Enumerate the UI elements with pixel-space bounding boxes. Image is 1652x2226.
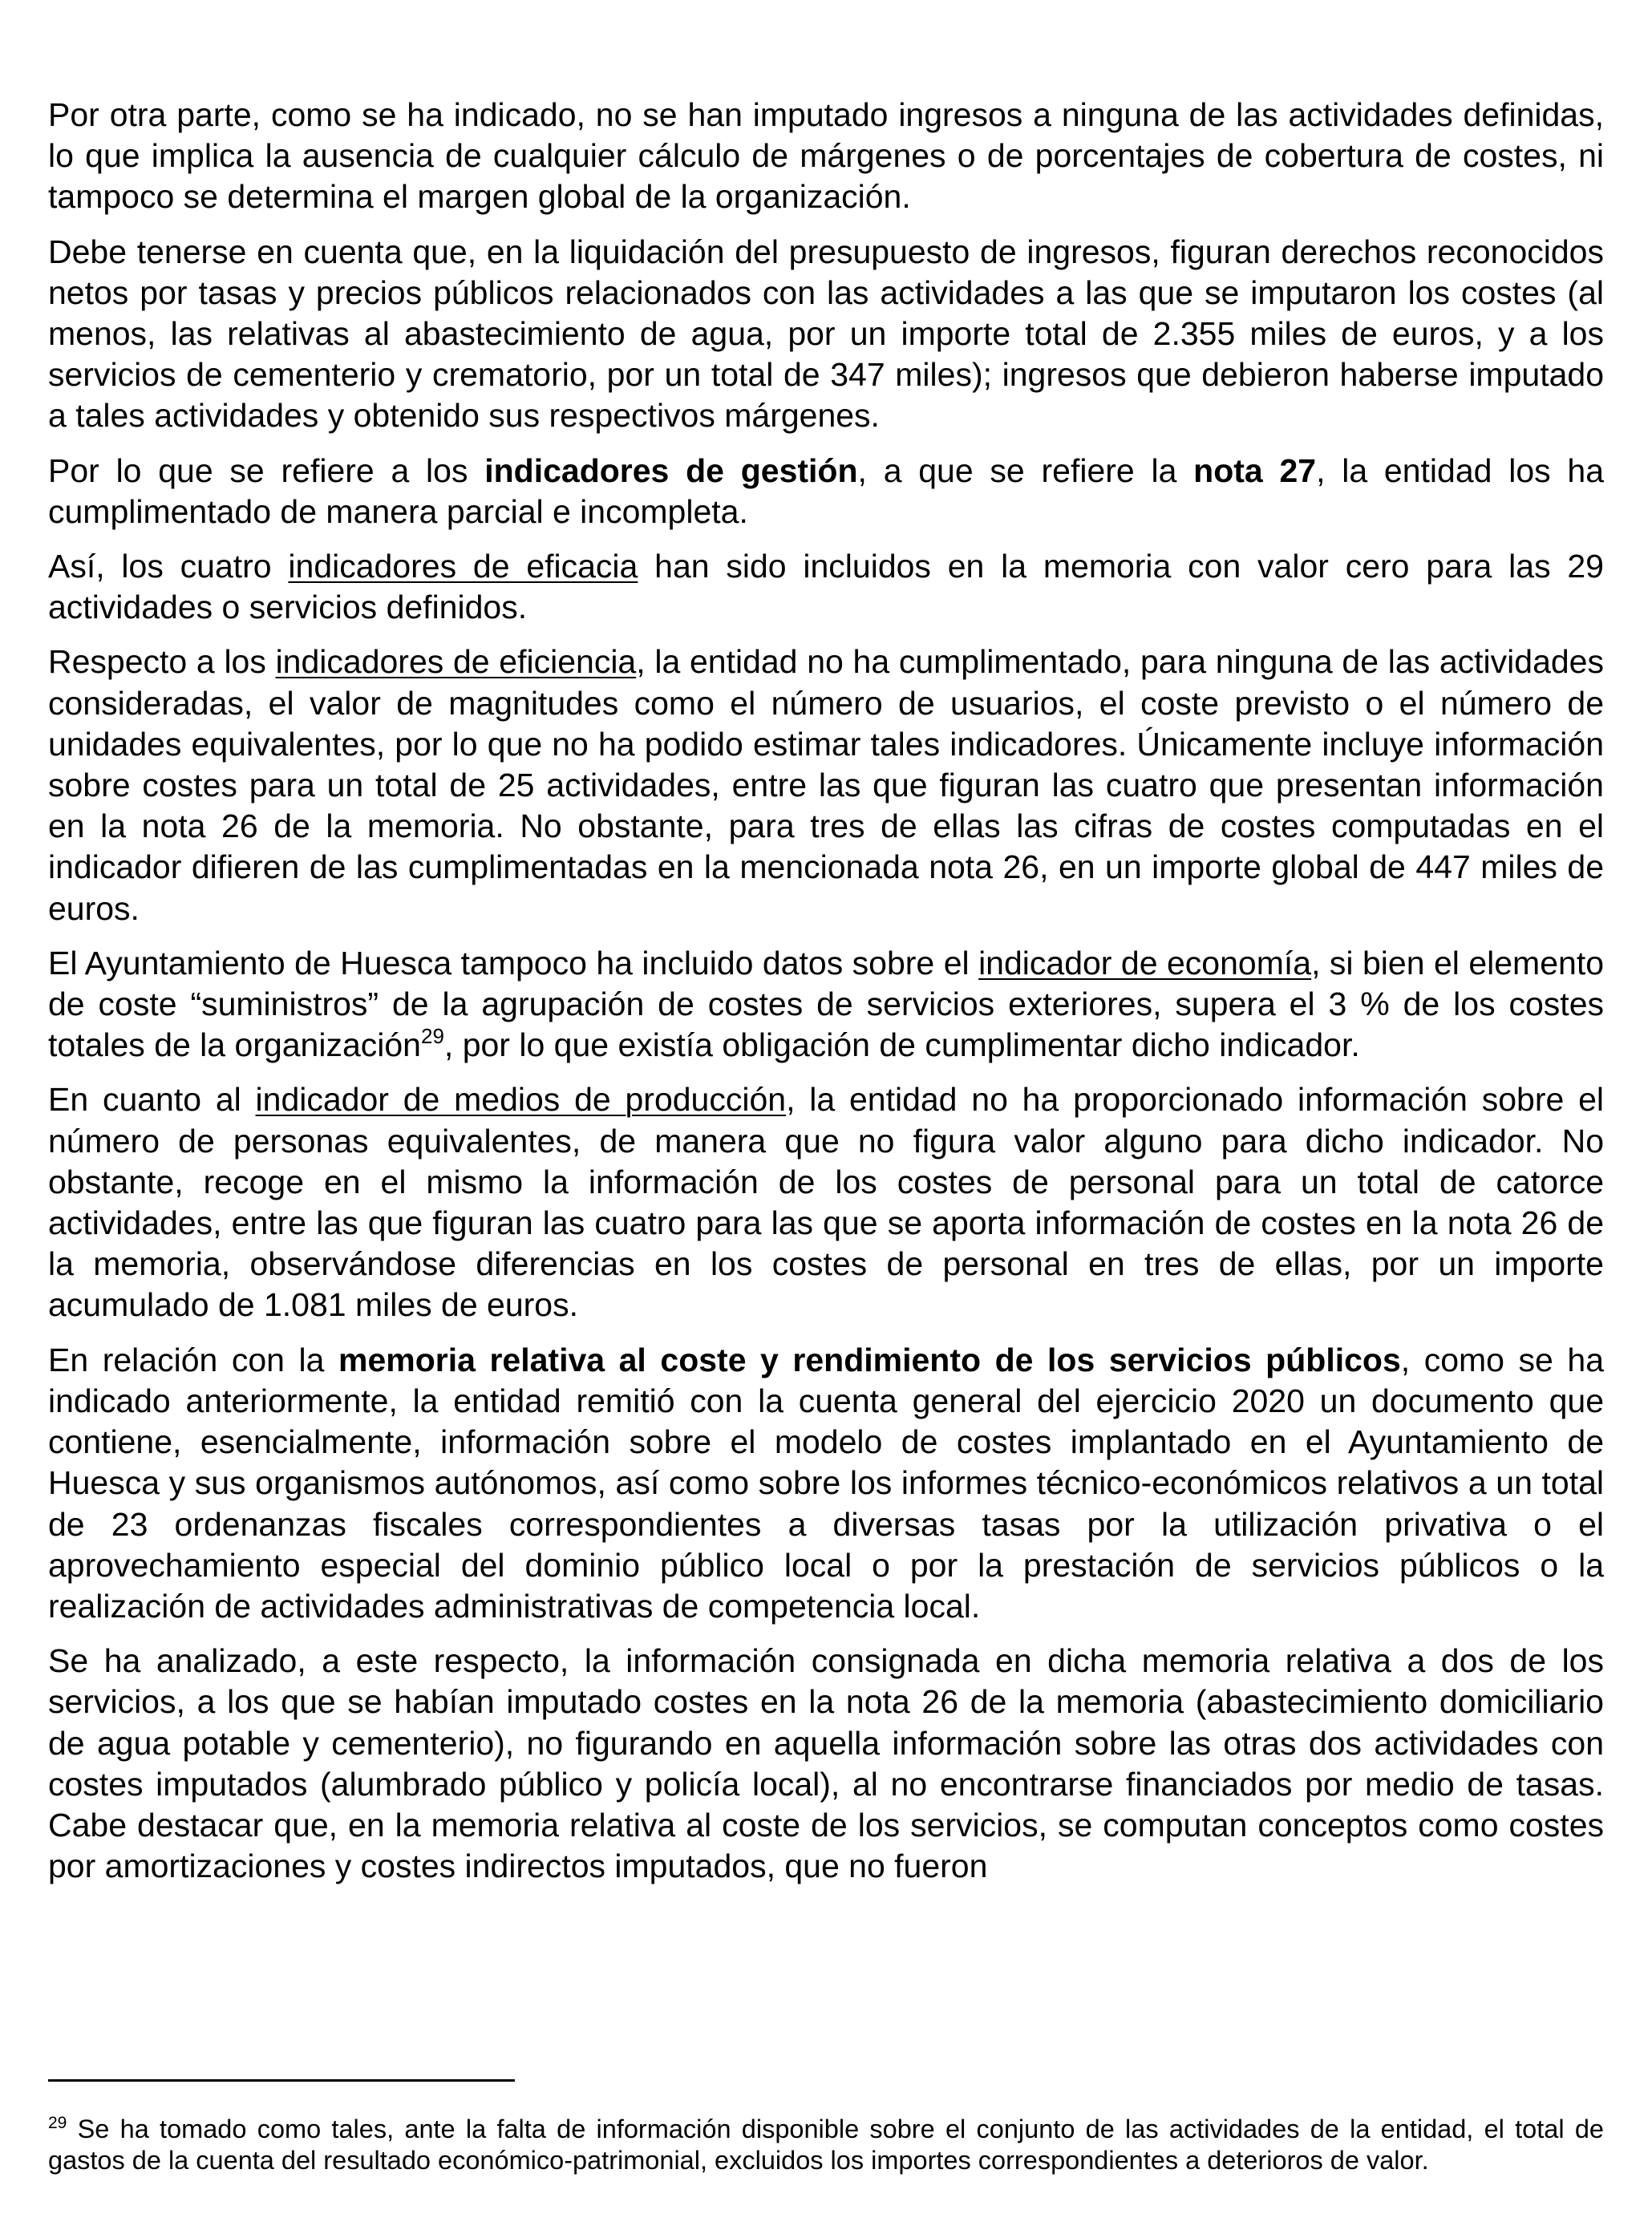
paragraph-2 (48, 232, 1604, 437)
paragraph-9 (48, 1641, 1604, 1887)
bold-term: nota 27 (1193, 451, 1317, 489)
text-run: Debe tenerse en cuenta que, en la liquidación del presupuesto de ingresos, figuran derechos reconocidos netos por tasas y precios públicos relacionados con las actividades a las que se imputaron los costes (al menos, las relativas al abastecimiento de agua, por un importe total de 2.355 miles de euros, y a los servicios de cementerio y crematorio, por un total de 347 miles); ingresos que debieron haberse imputado a tales actividades y obtenido sus respectivos márgenes. (48, 233, 1604, 435)
underlined-term: indicadores de eficacia (288, 548, 638, 585)
paragraph-8 (48, 1340, 1604, 1627)
text-run: , a que se refiere la (857, 451, 1194, 489)
text-run: Por otra parte, como se ha indicado, no se han imputado ingresos a ninguna de las actividades definidas, lo que implica la ausencia de cualquier cálculo de márgenes o de porcentajes de cobertura de costes, ni tampoco se determina el margen global de la organización. (48, 96, 1604, 216)
text-run: , la entidad no ha proporcionado información sobre el número de personas equivalentes, de manera que no figura valor alguno para dicho indicador. No obstante, recoge en el mismo la información de los costes de personal para un total de catorce actividades, entre las que figuran las cuatro para las que se aporta información de costes en la nota 26 de la memoria, observándose diferencias en los costes de personal en tres de ellas, por un importe acumulado de 1.081 miles de euros. (48, 1081, 1604, 1324)
text-run: , por lo que existía obligación de cumplimentar dicho indicador. (443, 1026, 1360, 1064)
footnote-number: 29 (48, 2114, 67, 2132)
bold-term: memoria relativa al coste y rendimiento de los servicios públicos (338, 1341, 1401, 1378)
text-run: han sido incluidos en la memoria con valor cero para las 29 actividades o servicios definidos. (48, 548, 1604, 626)
paragraph-5 (48, 641, 1604, 929)
text-run: El Ayuntamiento de Huesca tampoco ha incluido datos sobre el (48, 944, 979, 981)
underlined-term: indicador de economía (978, 944, 1312, 981)
underlined-term: indicador de medios de producción (255, 1081, 787, 1119)
paragraph-7 (48, 1079, 1604, 1325)
body-text (48, 95, 1604, 1887)
paragraph-1 (48, 95, 1604, 218)
footnote-text: Se ha tomado como tales, ante la falta de información disponible sobre el conjunto de las actividades de la entidad, el total de gastos de la cuenta del resultado económico-patrimonial, excluidos los importes correspondientes a deterioros de valor. (48, 2115, 1604, 2175)
text-run: Así, los cuatro (48, 548, 289, 585)
bold-term: indicadores de gestión (484, 451, 858, 489)
paragraph-4 (48, 546, 1604, 628)
text-run: Por lo que se refiere a los (48, 451, 485, 489)
text-run: En relación con la (48, 1341, 338, 1378)
text-run: En cuanto al (48, 1081, 256, 1119)
footnote-reference: 29 (420, 1024, 444, 1049)
text-run: Se ha analizado, a este respecto, la información consignada en dicha memoria relativa a dos de los servicios, a los que se habían imputado costes en la nota 26 de la memoria (abastecimiento domiciliario de agua potable y cementerio), no figurando en aquella información sobre las otras dos actividades con costes imputados (alumbrado público y policía local), al no encontrarse financiados por medio de tasas. Cabe destacar que, en la memoria relativa al coste de los servicios, se computan conceptos como costes por amortizaciones y costes indirectos imputados, que no fueron (48, 1642, 1604, 1885)
paragraph-3 (48, 451, 1604, 532)
footnote-separator (48, 2079, 515, 2082)
underlined-term: indicadores de eficiencia (275, 643, 637, 681)
text-run: , si bien el elemento de coste “suministros” de la agrupación de costes de servicios exteriores, supera el 3 % de los costes totales de la organización (48, 944, 1605, 1064)
text-run: Respecto a los (48, 643, 276, 681)
text-run: , la entidad no ha cumplimentado, para ninguna de las actividades consideradas, el valor de magnitudes como el número de usuarios, el coste previsto o el número de unidades equivalentes, por lo que no ha podido estimar tales indicadores. Únicamente incluye información sobre costes para un total de 25 actividades, entre las que figuran las cuatro que presentan información en la nota 26 de la memoria. No obstante, para tres de ellas las cifras de costes computadas en el indicador difieren de las cumplimentadas en la mencionada nota 26, en un importe global de 447 miles de euros. (48, 643, 1604, 927)
text-run: , como se ha indicado anteriormente, la entidad remitió con la cuenta general del ejercicio 2020 un documento que contiene, esencialmente, información sobre el modelo de costes implantado en el Ayuntamiento de Huesca y sus organismos autónomos, así como sobre los informes técnico-económicos relativos a un total de 23 ordenanzas fiscales correspondientes a diversas tasas por la utilización privativa o el aprovechamiento especial del dominio público local o por la prestación de servicios públicos o la realización de actividades administrativas de competencia local. (48, 1341, 1604, 1625)
text-run: , la entidad los ha cumplimentado de manera parcial e incompleta. (48, 451, 1604, 530)
paragraph-6 (48, 943, 1604, 1066)
footnote-29 (48, 2114, 1604, 2175)
